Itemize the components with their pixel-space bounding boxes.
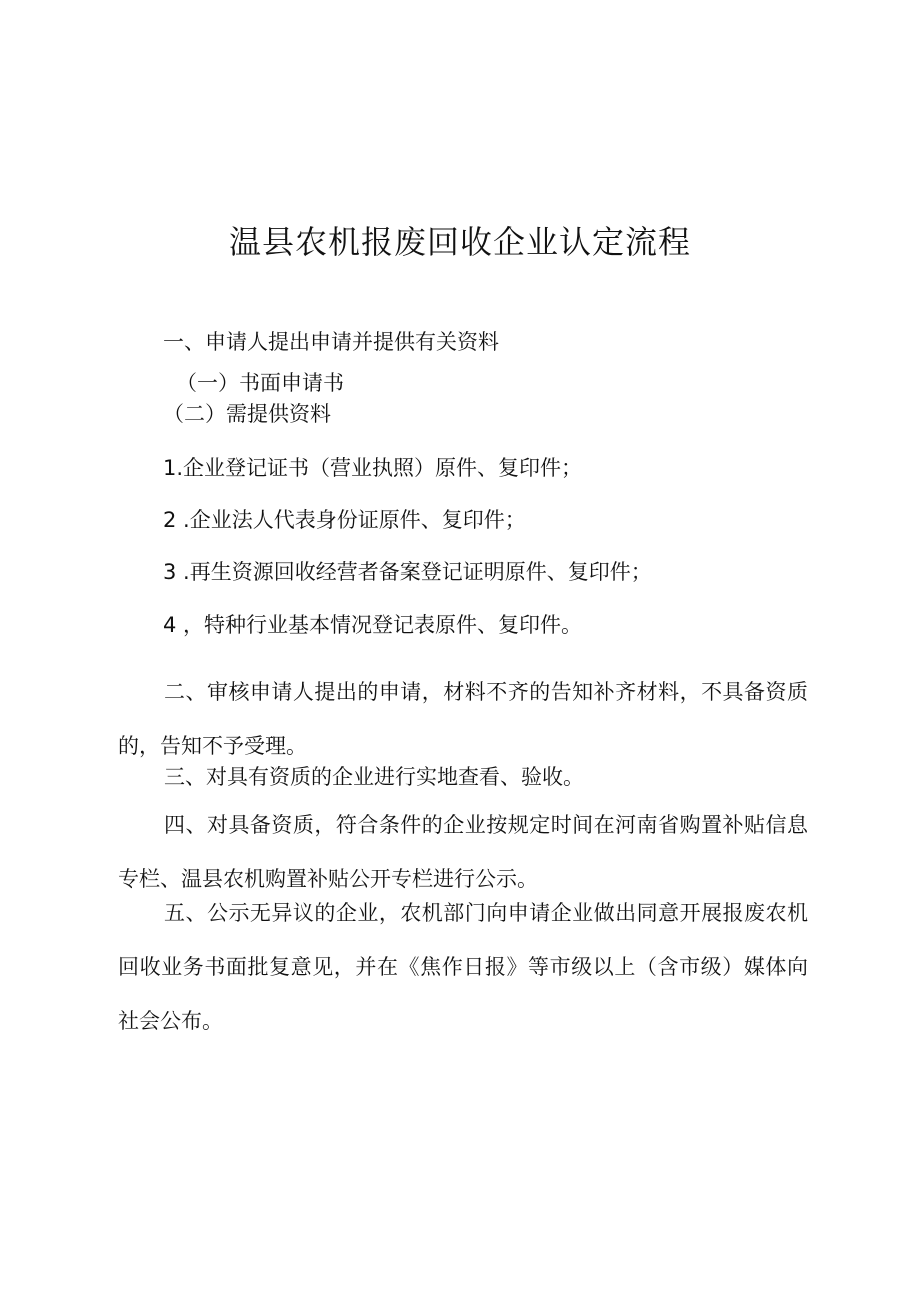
section-5-paragraph: 五、公示无异议的企业，农机部门向申请企业做出同意开展报废农机回收业务书面批复意见，并在《焦作日报》等市级以上（含市级）媒体向社会公布。: [118, 901, 808, 1033]
section-1-sub-2: （二）需提供资料: [163, 402, 331, 426]
list-item: 1.企业登记证书（营业执照）原件、复印件；: [163, 456, 583, 480]
section-1-sub-1: （一）书面申请书: [176, 371, 344, 395]
section-3-paragraph: 三、对具有资质的企业进行实地查看、验收。: [164, 765, 584, 789]
section-2-paragraph: 二、审核申请人提出的申请，材料不齐的告知补齐材料，不具备资质的，告知不予受理。: [118, 680, 808, 758]
section-1-heading: 一、申请人提出申请并提供有关资料: [163, 330, 499, 354]
list-item: 4 ，特种行业基本情况登记表原件、复印件。: [163, 613, 583, 637]
section-4-paragraph: 四、对具备资质，符合条件的企业按规定时间在河南省购置补贴信息专栏、温县农机购置补贴公开专栏进行公示。: [118, 813, 808, 891]
list-item: 3 .再生资源回收经营者备案登记证明原件、复印件；: [163, 560, 652, 584]
list-item: 2 .企业法人代表身份证原件、复印件；: [163, 508, 526, 532]
document-title: 温县农机报废回收企业认定流程: [228, 223, 691, 261]
